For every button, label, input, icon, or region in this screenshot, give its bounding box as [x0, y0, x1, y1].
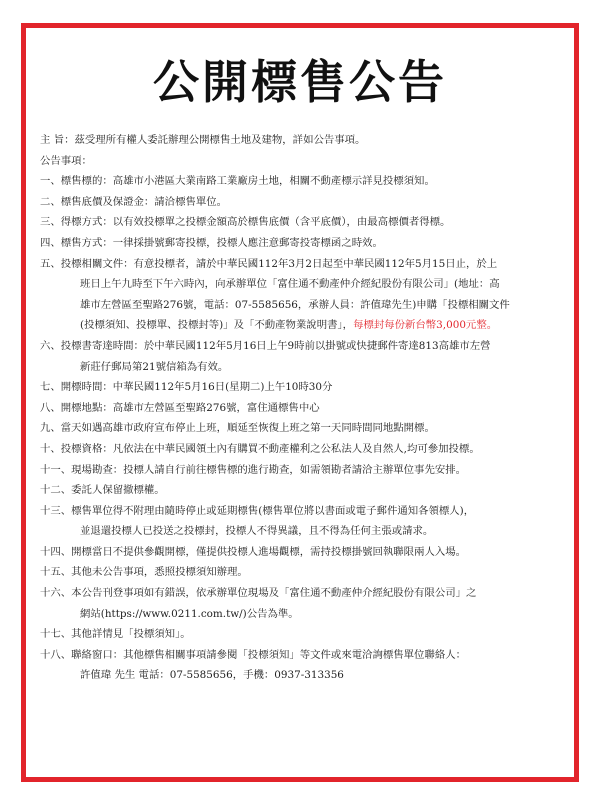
notice-item-number: 十、	[40, 442, 61, 455]
notice-item-number: 十一、	[40, 463, 72, 476]
notice-item-line	[40, 604, 540, 625]
notice-item	[40, 377, 540, 398]
notice-item	[40, 583, 540, 624]
notice-item-line: 投標書寄達時間：於中華民國112年5月16日上午9時前以掛號或快捷郵件寄達813高雄市左營	[60, 339, 491, 352]
price-highlight: 每標封每份新台幣3,000元整。	[353, 319, 498, 332]
notice-item	[40, 212, 540, 233]
notice-item-text	[40, 542, 540, 563]
notice-item-line: 當天如遇高雄市政府宣布停止上班，順延至恢復上班之第一天同時間同地點開標。	[60, 422, 435, 435]
notice-item-text	[40, 624, 540, 645]
notice-item-line-text: 雄市左營區至聖路276號，電話：07-5585656，承辦人員：許值瑋先生)申購「投標相關文件	[80, 298, 510, 311]
notice-item-line	[40, 665, 540, 686]
notice-item	[40, 398, 540, 419]
notice-item-number: 四、	[40, 236, 61, 249]
notice-item-line-text: (投標須知、投標單、投標封等)」及「不動產物業說明書」，	[80, 319, 354, 332]
notice-item-text	[40, 439, 540, 460]
notice-item-line: 聯絡窗口：其他標售相關事項請參閱「投標須知」等文件或來電洽詢標售單位聯絡人：	[71, 648, 467, 661]
notice-item-line: 委託人保留撤標權。	[71, 484, 165, 497]
notice-item-number: 六、	[40, 339, 61, 352]
notice-item-line: 標售單位得不附理由隨時停止或延期標售(標售單位將以書面或電子郵件通知各領標人)，	[71, 504, 475, 517]
notice-item-line: 開標當日不提供參觀開標，僅提供投標人進場觀標，需持投標掛號回執聯限兩人入場。	[71, 545, 467, 558]
notice-item-line: 開標地點：高雄市左營區至聖路276號，富住通標售中心	[60, 401, 320, 414]
notice-item-text	[40, 171, 540, 192]
notice-item-text	[40, 501, 540, 522]
notice-item	[40, 254, 540, 336]
notice-item-line-text: 並退還投標人已投送之投標封，投標人不得異議，且不得為任何主張或請求。	[80, 525, 434, 538]
notice-item-text	[40, 645, 540, 666]
items-header: 公告事項：	[40, 154, 92, 167]
notice-item-number: 十二、	[40, 484, 72, 497]
notice-item	[40, 480, 540, 501]
notice-item-number: 十八、	[40, 648, 72, 661]
notice-item-text	[40, 398, 540, 419]
notice-item-line: 現場勘查：投標人請自行前往標售標的進行勘查，如需領勘者請洽主辦單位事先安排。	[71, 463, 467, 476]
notice-item-number: 十七、	[40, 628, 72, 641]
notice-item-line-text: 新莊仔郵局第21號信箱為有效。	[80, 360, 229, 373]
notice-item-text	[40, 418, 540, 439]
notice-item	[40, 624, 540, 645]
notice-item-text	[40, 192, 540, 213]
notice-item-line: 標售底價及保證金：請洽標售單位。	[60, 195, 228, 208]
notice-item-line: 其他未公告事項，悉照投標須知辦理。	[71, 566, 248, 579]
notice-item-line: 其他詳情見「投標須知」。	[71, 628, 191, 641]
notice-item-number: 一、	[40, 175, 61, 188]
notice-item-number: 十四、	[40, 545, 72, 558]
notice-item-line	[40, 295, 540, 316]
notice-items	[40, 171, 540, 686]
notice-item	[40, 233, 540, 254]
notice-item-number: 五、	[40, 257, 61, 270]
notice-item-text	[40, 377, 540, 398]
notice-item-number: 七、	[40, 381, 61, 394]
notice-item	[40, 171, 540, 192]
notice-body	[40, 130, 540, 686]
notice-item	[40, 418, 540, 439]
notice-item-line	[40, 521, 540, 542]
notice-item	[40, 501, 540, 542]
notice-item-text	[40, 336, 540, 357]
notice-item-line-text: 網站(https://www.0211.com.tw/)公告為準。	[80, 607, 299, 620]
notice-item-number: 十三、	[40, 504, 72, 517]
notice-item-text	[40, 480, 540, 501]
notice-item-text	[40, 212, 540, 233]
notice-item-text	[40, 254, 540, 275]
notice-item-number: 九、	[40, 422, 61, 435]
notice-item-line	[40, 315, 540, 336]
notice-item-text	[40, 233, 540, 254]
notice-item	[40, 562, 540, 583]
notice-item-line: 標售方式：一律採掛號郵寄投標，投標人應注意郵寄投寄標函之時效。	[60, 236, 383, 249]
notice-item-text	[40, 583, 540, 604]
notice-item-number: 三、	[40, 216, 61, 229]
notice-item	[40, 439, 540, 460]
notice-item-line: 標售標的：高雄市小港區大業南路工業廠房土地，相關不動產標示詳見投標須知。	[60, 175, 435, 188]
notice-item-line	[40, 357, 540, 378]
notice-item-line: 投標資格：凡依法在中華民國領土內有購買不動產權利之公私法人及自然人,均可參加投標。	[60, 442, 480, 455]
page-title: 公開標售公告	[153, 55, 447, 109]
notice-item-line: 本公告刊登事項如有錯誤，依承辦單位現場及「富住通不動產仲介經紀股份有限公司」之	[71, 587, 477, 600]
notice-item-number: 十五、	[40, 566, 72, 579]
notice-item-line: 投標相關文件：有意投標者，請於中華民國112年3月2日起至中華民國112年5月15日止，於上	[60, 257, 498, 270]
notice-item-line-text: 許值瑋 先生 電話：07-5585656，手機：0937-313356	[80, 669, 344, 682]
notice-item	[40, 460, 540, 481]
notice-item-line: 開標時間：中華民國112年5月16日(星期二)上午10時30分	[60, 381, 333, 394]
notice-item-number: 十六、	[40, 587, 72, 600]
notice-item-line: 得標方式：以有效投標單之投標金額高於標售底價（含平底價），由最高標價者得標。	[60, 216, 451, 229]
notice-item-number: 二、	[40, 195, 61, 208]
notice-item	[40, 336, 540, 377]
notice-item	[40, 192, 540, 213]
notice-item-number: 八、	[40, 401, 61, 414]
subject-line: 主 旨：茲受理所有權人委託辦理公開標售土地及建物，詳如公告事項。	[40, 134, 366, 146]
notice-item	[40, 542, 540, 563]
notice-item-line-text: 班日上午九時至下午六時內，向承辦單位「富住通不動產仲介經紀股份有限公司」(地址：高	[80, 278, 500, 291]
notice-item-text	[40, 562, 540, 583]
notice-item	[40, 645, 540, 686]
notice-item-line	[40, 274, 540, 295]
notice-item-text	[40, 460, 540, 481]
